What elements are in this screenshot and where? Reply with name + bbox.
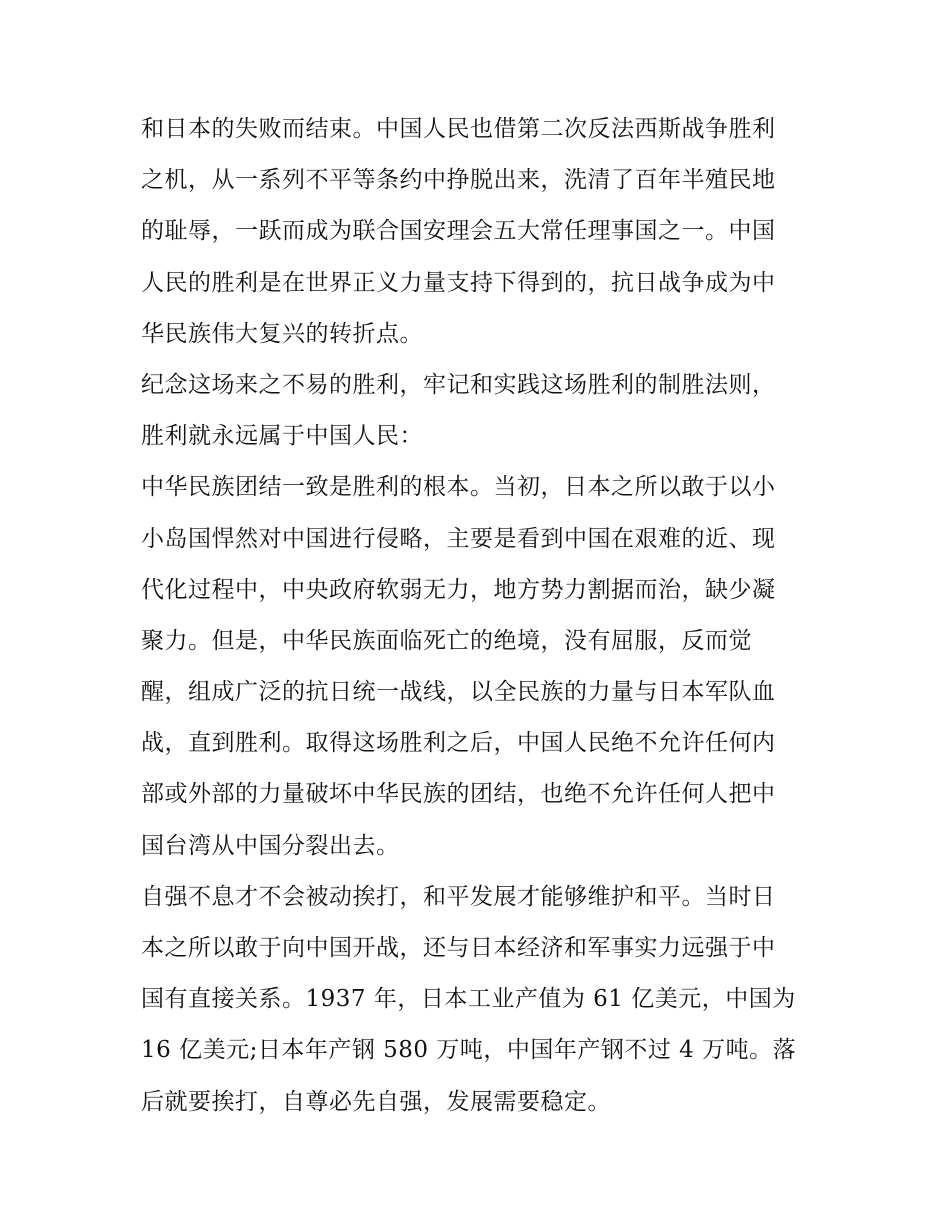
text-line: 纪念这场来之不易的胜利，牢记和实践这场胜利的制胜法则， [141, 371, 776, 398]
text-line: 聚力。但是，中华民族面临死亡的绝境，没有屈服，反而觉 [141, 627, 752, 654]
paragraph-3 [141, 462, 813, 872]
text-line: 的耻辱，一跃而成为联合国安理会五大常任理事国之一。中国 [141, 218, 776, 245]
paragraph-1 [141, 104, 813, 360]
text-line: 和日本的失败而结束。中国人民也借第二次反法西斯战争胜利 [141, 116, 776, 142]
text-line: 部或外部的力量破坏中华民族的团结，也绝不允许任何人把中 [141, 781, 776, 808]
text-line: 醒，组成广泛的抗日统一战线，以全民族的力量与日本军队血 [141, 679, 776, 706]
paragraph-4 [141, 872, 813, 1128]
text-line: 16 亿美元;日本年产钢 580 万吨，中国年产钢不过 4 万吨。落 [141, 1037, 797, 1064]
text-line: 人民的胜利是在世界正义力量支持下得到的，抗日战争成为中 [141, 269, 776, 296]
text-line: 小岛国悍然对中国进行侵略，主要是看到中国在艰难的近、现 [141, 525, 776, 552]
document-body [141, 104, 813, 1128]
text-line: 后就要挨打，自尊必先自强，发展需要稳定。 [141, 1088, 611, 1115]
text-line: 代化过程中，中央政府软弱无力，地方势力割据而治，缺少凝 [141, 576, 776, 603]
text-line: 自强不息才不会被动挨打，和平发展才能够维护和平。当时日 [141, 883, 776, 910]
text-line: 胜利就永远属于中国人民： [141, 423, 423, 450]
text-line: 战，直到胜利。取得这场胜利之后，中国人民绝不允许任何内 [141, 730, 776, 757]
text-line: 国有直接关系。1937 年，日本工业产值为 61 亿美元，中国为 [141, 986, 796, 1013]
text-line: 中华民族团结一致是胜利的根本。当初，日本之所以敢于以小 [141, 474, 776, 501]
paragraph-2 [141, 360, 813, 462]
text-line: 国台湾从中国分裂出去。 [141, 832, 400, 859]
text-line: 本之所以敢于向中国开战，还与日本经济和军事实力远强于中 [141, 935, 776, 961]
text-line: 之机，从一系列不平等条约中挣脱出来，洗清了百年半殖民地 [141, 167, 776, 194]
text-line: 华民族伟大复兴的转折点。 [141, 320, 423, 347]
